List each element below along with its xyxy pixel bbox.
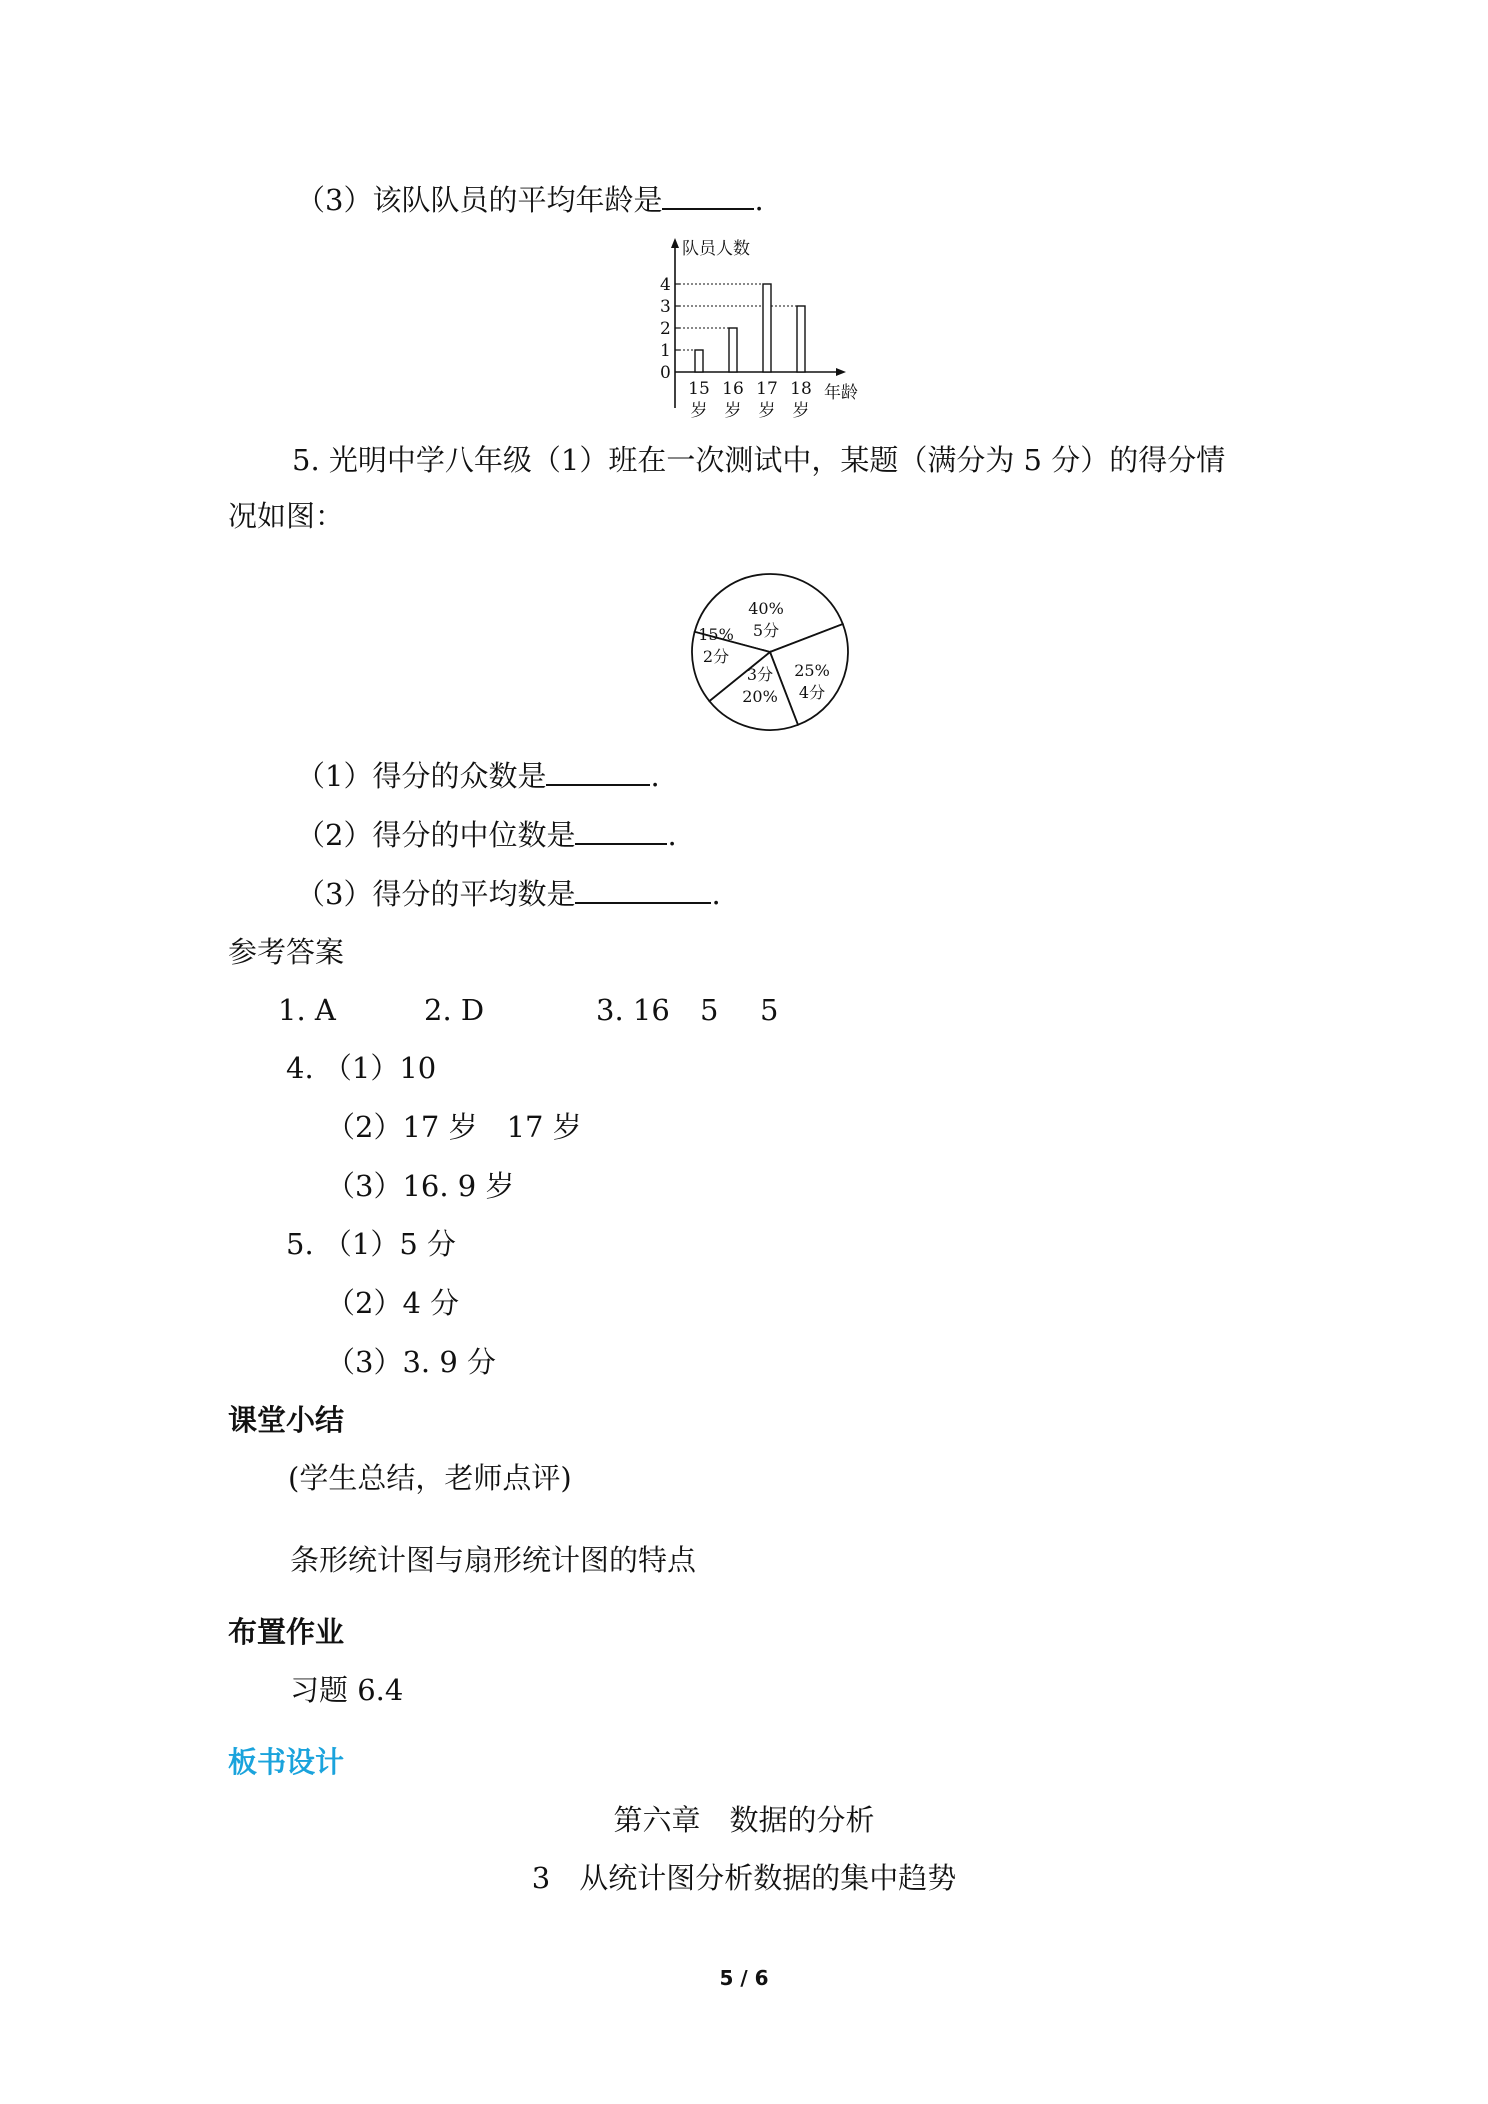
board-title: 板书设计: [228, 1745, 345, 1779]
answer-blank: [575, 815, 667, 845]
board-line-2: 3 从统计图分析数据的集中趋势: [531, 1861, 957, 1895]
homework-title: 布置作业: [228, 1615, 345, 1649]
pie-slice-label: 3分: [746, 665, 774, 684]
question-5-3-text: （3）得分的平均数是: [296, 877, 576, 911]
answer-4-2: （2）17 岁 17 岁: [326, 1110, 582, 1144]
y-axis-arrow: [671, 238, 679, 248]
question-5-1-text: （1）得分的众数是: [296, 759, 547, 793]
y-tick-label: 0: [660, 363, 671, 383]
question-4-3-tail: .: [754, 183, 764, 217]
y-tick-label: 1: [660, 341, 671, 361]
page-number: 5 / 6: [719, 1966, 769, 1990]
x-tick-label: 16: [722, 379, 744, 399]
question-5-2-tail: .: [667, 818, 677, 852]
answer-blank: [662, 180, 754, 210]
pie-slice-label: 4分: [798, 683, 826, 702]
answers-title: 参考答案: [228, 935, 345, 969]
x-tick-unit: 岁: [758, 401, 776, 421]
x-axis-label: 年龄: [824, 383, 858, 403]
bar: [695, 350, 703, 372]
bar: [797, 306, 805, 372]
y-tick-label: 4: [660, 275, 671, 295]
pie-chart: [680, 562, 860, 742]
x-tick-unit: 岁: [724, 401, 742, 421]
y-tick-label: 3: [660, 297, 671, 317]
question-5-2: [296, 815, 677, 855]
answer-3-second: 5: [700, 993, 719, 1027]
pie-slice-label: 15%: [698, 625, 734, 644]
bar: [763, 284, 771, 372]
homework-line-1: 习题 6.4: [290, 1673, 404, 1707]
x-tick-unit: 岁: [792, 401, 810, 421]
pie-slice-label: 40%: [748, 599, 784, 618]
x-axis-arrow: [836, 368, 846, 376]
answer-1: 1. A: [278, 993, 336, 1027]
summary-line-2: 条形统计图与扇形统计图的特点: [290, 1543, 697, 1577]
summary-line-1: (学生总结，老师点评): [288, 1461, 572, 1495]
answer-4-3: （3）16. 9 岁: [326, 1169, 515, 1203]
answer-3-third: 5: [760, 993, 779, 1027]
x-tick-label: 18: [790, 379, 812, 399]
answer-5-1: 5. （1）5 分: [286, 1227, 457, 1261]
question-5-3: [296, 874, 721, 914]
summary-title: 课堂小结: [228, 1403, 345, 1437]
question-5-1-tail: .: [650, 759, 660, 793]
x-tick-label: 15: [688, 379, 710, 399]
answer-blank: [575, 874, 711, 904]
y-tick-label: 2: [660, 319, 671, 339]
board-line-1: 第六章 数据的分析: [613, 1803, 875, 1837]
pie-slice-label: 20%: [742, 687, 778, 706]
question-4-3: [296, 180, 764, 220]
question-5-2-text: （2）得分的中位数是: [296, 818, 576, 852]
question-4-3-text: （3）该队队员的平均年龄是: [296, 183, 663, 217]
answer-4-1: 4. （1）10: [286, 1051, 437, 1085]
answer-5-2: （2）4 分: [326, 1286, 460, 1320]
answer-3: 3. 16: [596, 993, 670, 1027]
pie-slice-label: 25%: [794, 661, 830, 680]
answer-5-3: （3）3. 9 分: [326, 1345, 497, 1379]
bar-chart: [640, 236, 880, 426]
question-5-line-1: 5. 光明中学八年级（1）班在一次测试中，某题（满分为 5 分）的得分情: [292, 443, 1226, 477]
answer-2: 2. D: [424, 993, 485, 1027]
question-5-3-tail: .: [711, 877, 721, 911]
y-axis-label: 队员人数: [682, 239, 750, 259]
question-5-line-2: 况如图：: [228, 499, 345, 533]
pie-slice-label: 5分: [752, 621, 780, 640]
pie-slice-label: 2分: [702, 647, 730, 666]
x-tick-label: 17: [756, 379, 778, 399]
bar: [729, 328, 737, 372]
answer-blank: [546, 756, 650, 786]
x-tick-unit: 岁: [690, 401, 708, 421]
question-5-1: [296, 756, 660, 796]
